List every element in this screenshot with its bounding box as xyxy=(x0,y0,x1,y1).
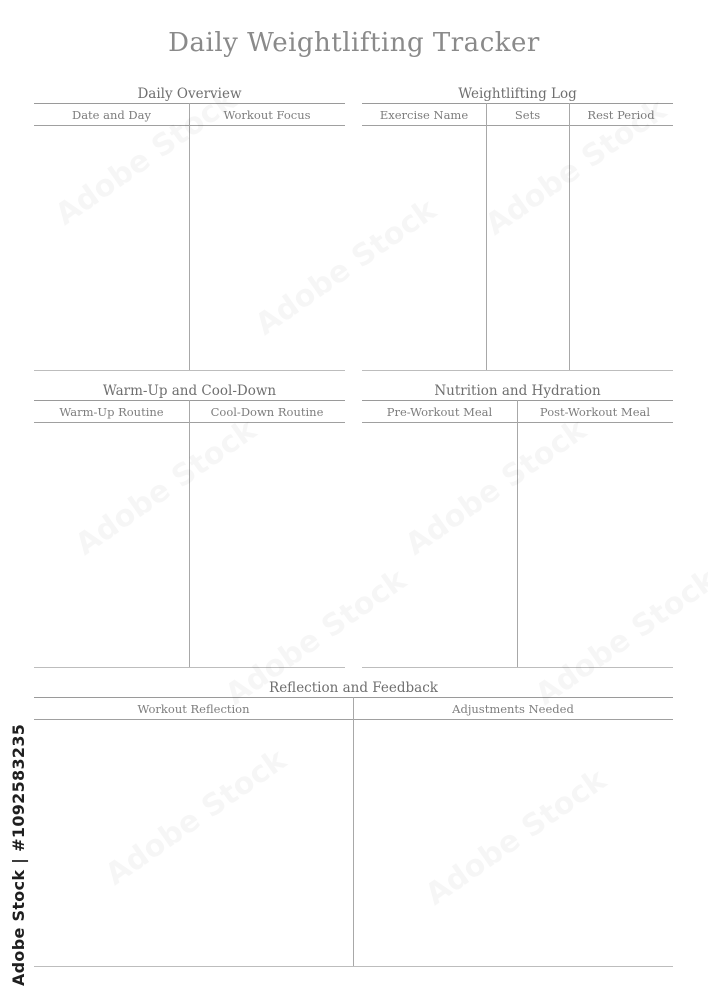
page-title: Daily Weightlifting Tracker xyxy=(168,28,540,58)
column-header-warm-up-routine: Warm-Up Routine xyxy=(59,405,164,419)
section-top-rule xyxy=(362,103,673,104)
section-bottom-rule xyxy=(34,370,345,371)
column-header-pre-workout-meal: Pre-Workout Meal xyxy=(386,405,493,419)
section-bottom-rule xyxy=(34,966,673,967)
exercise-name-entry-area[interactable] xyxy=(362,126,486,370)
column-header-cool-down-routine: Cool-Down Routine xyxy=(210,405,324,419)
weightlifting-log-title: Weightlifting Log xyxy=(458,86,577,102)
warmup-cooldown-title: Warm-Up and Cool-Down xyxy=(102,383,277,399)
nutrition-hydration-title: Nutrition and Hydration xyxy=(434,383,601,399)
rest-period-entry-area[interactable] xyxy=(570,126,673,370)
column-header-post-workout-meal: Post-Workout Meal xyxy=(539,405,651,419)
column-header-date-and-day: Date and Day xyxy=(71,108,151,122)
column-header-rest-period: Rest Period xyxy=(587,108,655,122)
date-and-day-entry-area[interactable] xyxy=(34,126,189,370)
column-header-sets: Sets xyxy=(514,108,541,122)
section-bottom-rule xyxy=(362,667,673,668)
column-header-workout-reflection: Workout Reflection xyxy=(137,702,250,716)
section-bottom-rule xyxy=(362,370,673,371)
sets-entry-area[interactable] xyxy=(487,126,569,370)
adjustments-needed-entry-area[interactable] xyxy=(354,720,673,966)
nutrition-hydration-section xyxy=(362,383,673,667)
warmup-cooldown-section xyxy=(34,383,345,667)
column-header-exercise-name: Exercise Name xyxy=(379,108,469,122)
daily-overview-section xyxy=(34,86,345,370)
section-bottom-rule xyxy=(34,667,345,668)
weightlifting-log-section xyxy=(362,86,673,370)
column-header-workout-focus: Workout Focus xyxy=(223,108,311,122)
daily-overview-title: Daily Overview xyxy=(137,86,242,102)
reflection-feedback-section xyxy=(34,680,673,966)
reflection-feedback-title: Reflection and Feedback xyxy=(269,680,438,696)
cool-down-routine-entry-area[interactable] xyxy=(190,423,345,667)
column-header-adjustments-needed: Adjustments Needed xyxy=(452,702,574,716)
warm-up-routine-entry-area[interactable] xyxy=(34,423,189,667)
post-workout-meal-entry-area[interactable] xyxy=(518,423,673,667)
workout-reflection-entry-area[interactable] xyxy=(34,720,353,966)
workout-focus-entry-area[interactable] xyxy=(190,126,345,370)
stock-credit-label: Adobe Stock | #1092583235 xyxy=(9,723,28,986)
pre-workout-meal-entry-area[interactable] xyxy=(362,423,517,667)
